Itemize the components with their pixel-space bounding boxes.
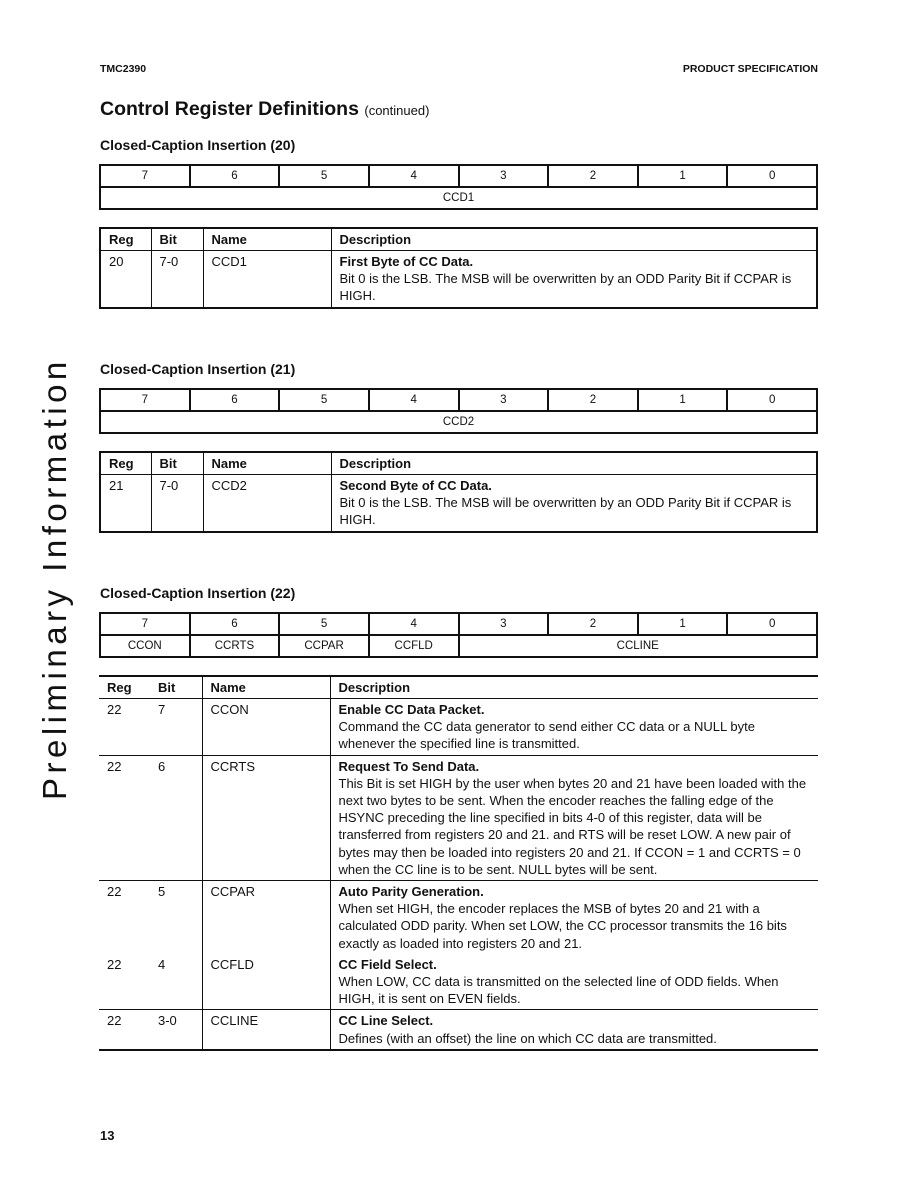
- bit-cell: 7: [100, 165, 190, 187]
- field-cell: CCLINE: [459, 635, 818, 657]
- bit-number-row: [100, 613, 817, 635]
- table-row: [99, 1010, 818, 1050]
- page-title: [100, 98, 429, 121]
- table-row: [99, 954, 818, 1010]
- col-header-name: Name: [203, 228, 331, 251]
- bit-cell: 1: [638, 613, 728, 635]
- col-header-reg: Reg: [100, 452, 151, 475]
- description-cell: [331, 475, 817, 532]
- bit-map-table-20: [99, 164, 818, 210]
- section-title-21: Closed-Caption Insertion (21): [100, 361, 296, 377]
- page-number: 13: [100, 1128, 115, 1143]
- field-cell: CCON: [100, 635, 190, 657]
- bit-map-table-22: [99, 612, 818, 658]
- bit-cell: 3: [459, 389, 549, 411]
- name-cell: CCRTS: [202, 755, 330, 880]
- description-cell: [330, 1010, 818, 1050]
- col-header-bit: Bit: [151, 228, 203, 251]
- name-cell: CCFLD: [202, 954, 330, 1010]
- reg-cell: 22: [107, 956, 122, 972]
- description-cell: [330, 699, 818, 756]
- col-header-bit: Bit: [151, 452, 203, 475]
- description-text: Bit 0 is the LSB. The MSB will be overwritten by an ODD Parity Bit if CCPAR is HIGH.: [339, 495, 792, 528]
- description-cell: [331, 251, 817, 308]
- bit-cell: 0: [727, 613, 817, 635]
- description-heading: Request To Send Data.: [338, 758, 480, 774]
- bit-cell: 4: [369, 389, 459, 411]
- description-heading: First Byte of CC Data.: [339, 254, 474, 269]
- col-header-description: Description: [330, 676, 818, 699]
- description-heading: CC Field Select.: [338, 956, 437, 972]
- description-text: Defines (with an offset) the line on which CC data are transmitted.: [338, 1030, 717, 1046]
- bit-range-cell: 6: [150, 755, 202, 880]
- description-cell: [330, 954, 818, 1010]
- table-row: [100, 475, 817, 532]
- bit-cell: 2: [548, 165, 638, 187]
- description-text: Bit 0 is the LSB. The MSB will be overwritten by an ODD Parity Bit if CCPAR is HIGH.: [339, 271, 792, 304]
- bit-cell: 1: [638, 389, 728, 411]
- col-header-name: Name: [203, 452, 331, 475]
- table-row: [99, 755, 818, 880]
- bit-cell: 6: [190, 613, 280, 635]
- field-cell: CCD1: [100, 187, 817, 209]
- description-heading: Auto Parity Generation.: [338, 884, 484, 900]
- bit-cell: 0: [727, 389, 817, 411]
- bit-cell: 6: [190, 389, 280, 411]
- section-title-22: Closed-Caption Insertion (22): [100, 585, 296, 601]
- name-cell: CCON: [202, 699, 330, 756]
- bit-range-cell: 5: [150, 881, 202, 954]
- table-header-row: [100, 228, 817, 251]
- bit-range-cell: 3-0: [150, 1010, 202, 1050]
- bit-cell: 2: [548, 613, 638, 635]
- bit-cell: 7: [100, 389, 190, 411]
- bit-cell: 5: [279, 613, 369, 635]
- description-text: This Bit is set HIGH by the user when bytes 20 and 21 have been loaded with the next two bytes to be sent. When the encoder reaches the falling edge of the HSYNC preceding the line specified in bits 4-0 of this register, data will be transferred from registers 20 and 21. and RTS will be reset LOW. A new pair of bytes may then be loaded into registers 20 and 21. If CCON = 1 and CCRTS = 0 when the CC line is to be sent. NULL bytes will be sent.: [338, 775, 807, 877]
- section-title-20: Closed-Caption Insertion (20): [100, 137, 296, 153]
- description-heading: Enable CC Data Packet.: [338, 702, 485, 717]
- description-cell: [330, 755, 818, 880]
- description-table-20: [99, 227, 818, 309]
- table-header-row: [99, 676, 818, 699]
- bit-range-cell: 4: [158, 956, 166, 972]
- description-text: When set HIGH, the encoder replaces the MSB of bytes 20 and 21 with a calculated ODD parity. When set LOW, the CC processor transmits the 16 bits exactly as loaded into registers 20 and 21.: [338, 901, 787, 951]
- bit-cell: 4: [369, 613, 459, 635]
- name-cell: CCD1: [203, 251, 331, 308]
- bit-number-row: [100, 165, 817, 187]
- bit-cell: 0: [727, 165, 817, 187]
- reg-cell: 22: [99, 1010, 150, 1050]
- bit-cell: 2: [548, 389, 638, 411]
- bit-number-row: [100, 389, 817, 411]
- page-title-main: Control Register Definitions: [100, 98, 359, 120]
- description-heading: Second Byte of CC Data.: [339, 478, 492, 493]
- description-text: When LOW, CC data is transmitted on the selected line of ODD fields. When HIGH, it is sent on EVEN fields.: [338, 974, 779, 1007]
- bit-cell: 5: [279, 389, 369, 411]
- reg-cell: 20: [100, 251, 151, 308]
- description-text: Command the CC data generator to send either CC data or a NULL byte whenever the specified line is transmitted.: [338, 719, 755, 752]
- field-row: [100, 187, 817, 209]
- side-banner: Preliminary Information: [36, 357, 73, 800]
- description-table-22: [99, 675, 818, 1051]
- reg-cell: 22: [107, 702, 122, 717]
- col-header-name: Name: [202, 676, 330, 699]
- reg-cell: 21: [100, 475, 151, 532]
- col-header-reg: Reg: [100, 228, 151, 251]
- bit-map-table-21: [99, 388, 818, 434]
- bit-range-cell: 7-0: [151, 251, 203, 308]
- field-cell: CCRTS: [190, 635, 280, 657]
- col-header-description: Description: [331, 228, 817, 251]
- field-cell: CCPAR: [279, 635, 369, 657]
- table-header-row: [100, 452, 817, 475]
- table-row: [100, 251, 817, 308]
- table-row: [99, 881, 818, 954]
- header-part-number: TMC2390: [100, 63, 147, 75]
- bit-cell: 3: [459, 613, 549, 635]
- field-row: [100, 635, 817, 657]
- field-cell: CCFLD: [369, 635, 459, 657]
- col-header-bit: Bit: [150, 676, 202, 699]
- description-cell: [330, 881, 818, 954]
- bit-cell: 1: [638, 165, 728, 187]
- bit-cell: 5: [279, 165, 369, 187]
- page-title-continued: (continued): [364, 103, 430, 118]
- reg-cell: 22: [99, 881, 150, 954]
- bit-range-cell: 7-0: [151, 475, 203, 532]
- bit-range-cell: 7: [158, 702, 166, 717]
- name-cell: CCLINE: [202, 1010, 330, 1050]
- name-cell: CCPAR: [202, 881, 330, 954]
- bit-cell: 7: [100, 613, 190, 635]
- header-doc-type: PRODUCT SPECIFICATION: [682, 63, 818, 75]
- field-row: [100, 411, 817, 433]
- bit-cell: 4: [369, 165, 459, 187]
- col-header-description: Description: [331, 452, 817, 475]
- bit-cell: 6: [190, 165, 280, 187]
- description-heading: CC Line Select.: [338, 1013, 434, 1029]
- bit-cell: 3: [459, 165, 549, 187]
- description-table-21: [99, 451, 818, 533]
- name-cell: CCD2: [203, 475, 331, 532]
- col-header-reg: Reg: [99, 676, 150, 699]
- reg-cell: 22: [99, 755, 150, 880]
- field-cell: CCD2: [100, 411, 817, 433]
- table-row: [99, 699, 818, 756]
